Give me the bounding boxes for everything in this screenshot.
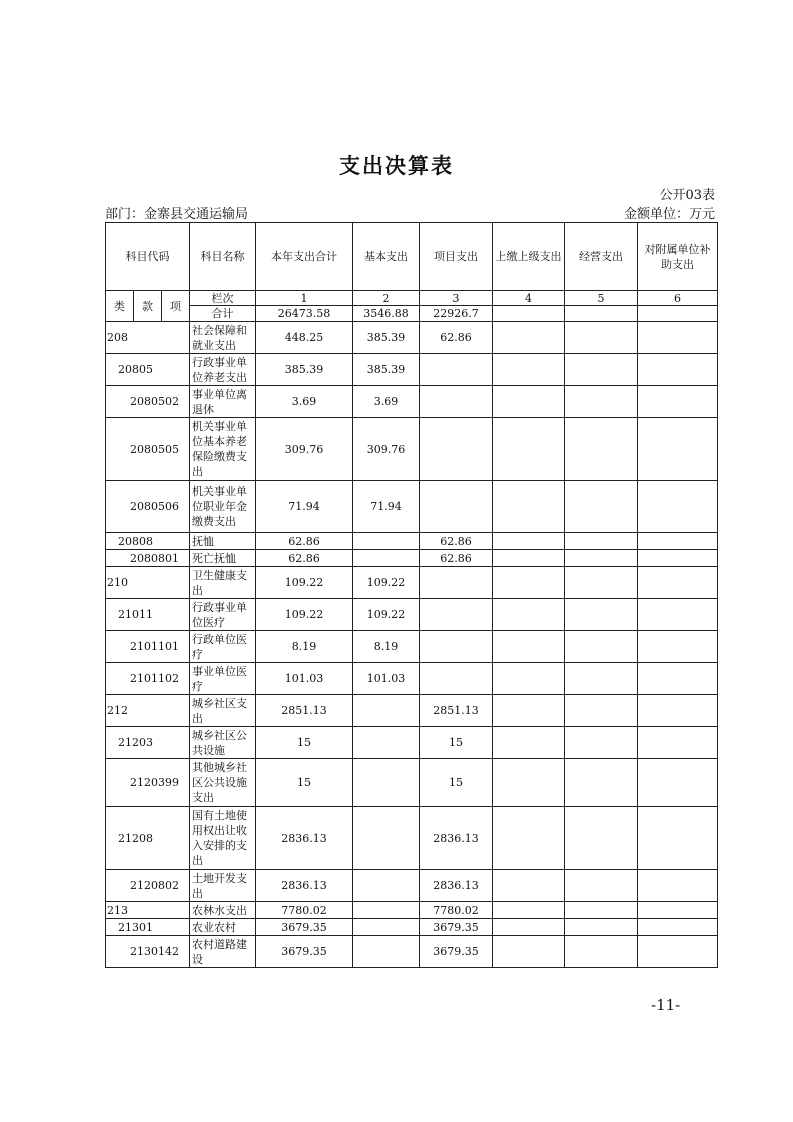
row-upper	[493, 663, 565, 695]
table-row	[106, 550, 718, 567]
row-basic	[353, 902, 420, 919]
row-project	[420, 481, 493, 533]
row-subsidy	[638, 807, 718, 870]
header-subsidy: 对附属单位补助支出	[638, 223, 718, 291]
table-row	[106, 919, 718, 936]
row-basic	[353, 727, 420, 759]
row-business	[565, 533, 638, 550]
row-code: 210	[106, 567, 190, 599]
row-upper	[493, 919, 565, 936]
total-project: 22926.7	[420, 306, 493, 322]
row-subsidy	[638, 354, 718, 386]
table-row	[106, 759, 718, 807]
row-subsidy	[638, 663, 718, 695]
row-basic	[353, 807, 420, 870]
table-row	[106, 807, 718, 870]
row-subsidy	[638, 759, 718, 807]
row-total: 385.39	[256, 354, 353, 386]
total-subsidy	[638, 306, 718, 322]
row-code: 213	[106, 902, 190, 919]
row-basic: 109.22	[353, 599, 420, 631]
column-number-5: 5	[565, 291, 638, 306]
row-upper	[493, 386, 565, 418]
row-subsidy	[638, 902, 718, 919]
row-project	[420, 418, 493, 481]
row-project: 3679.35	[420, 936, 493, 968]
row-business	[565, 481, 638, 533]
row-project: 2851.13	[420, 695, 493, 727]
row-upper	[493, 481, 565, 533]
subheader-lei: 类	[106, 291, 134, 322]
row-subsidy	[638, 599, 718, 631]
row-upper	[493, 631, 565, 663]
row-basic	[353, 695, 420, 727]
subheader-row	[106, 291, 718, 306]
table-row	[106, 481, 718, 533]
row-upper	[493, 550, 565, 567]
row-code: 2130142	[106, 936, 190, 968]
row-business	[565, 759, 638, 807]
row-subsidy	[638, 727, 718, 759]
row-subsidy	[638, 550, 718, 567]
row-subsidy	[638, 936, 718, 968]
row-project: 62.86	[420, 533, 493, 550]
row-basic	[353, 759, 420, 807]
table-row	[106, 386, 718, 418]
row-basic	[353, 533, 420, 550]
row-project	[420, 631, 493, 663]
row-code: 2080506	[106, 481, 190, 533]
row-project	[420, 354, 493, 386]
row-code: 2080502	[106, 386, 190, 418]
row-business	[565, 599, 638, 631]
header-total: 本年支出合计	[256, 223, 353, 291]
row-business	[565, 418, 638, 481]
total-upper	[493, 306, 565, 322]
row-business	[565, 322, 638, 354]
column-number-3: 3	[420, 291, 493, 306]
row-upper	[493, 936, 565, 968]
row-code: 208	[106, 322, 190, 354]
row-project: 2836.13	[420, 807, 493, 870]
row-project: 15	[420, 759, 493, 807]
column-number-1: 1	[256, 291, 353, 306]
table-row	[106, 631, 718, 663]
table-row	[106, 902, 718, 919]
row-upper	[493, 533, 565, 550]
row-code: 2080505	[106, 418, 190, 481]
header-upper: 上缴上级支出	[493, 223, 565, 291]
row-total: 15	[256, 759, 353, 807]
header-row	[106, 223, 718, 291]
row-name: 农村道路建设	[190, 936, 256, 968]
row-name: 事业单位离退休	[190, 386, 256, 418]
row-total: 7780.02	[256, 902, 353, 919]
row-name: 土地开发支出	[190, 870, 256, 902]
row-basic	[353, 550, 420, 567]
table-row	[106, 322, 718, 354]
row-project: 62.86	[420, 550, 493, 567]
row-project: 62.86	[420, 322, 493, 354]
row-business	[565, 631, 638, 663]
row-upper	[493, 807, 565, 870]
subheader-kuan: 款	[134, 291, 162, 322]
table-row	[106, 354, 718, 386]
row-subsidy	[638, 919, 718, 936]
row-subsidy	[638, 870, 718, 902]
row-basic: 309.76	[353, 418, 420, 481]
header-project: 项目支出	[420, 223, 493, 291]
row-total: 101.03	[256, 663, 353, 695]
table-row	[106, 418, 718, 481]
row-business	[565, 870, 638, 902]
row-business	[565, 550, 638, 567]
row-total: 3.69	[256, 386, 353, 418]
table-row	[106, 870, 718, 902]
row-project: 3679.35	[420, 919, 493, 936]
row-name: 行政单位医疗	[190, 631, 256, 663]
row-code: 2080801	[106, 550, 190, 567]
row-business	[565, 902, 638, 919]
row-name: 农林水支出	[190, 902, 256, 919]
subheader-xiang: 项	[162, 291, 190, 322]
row-code: 212	[106, 695, 190, 727]
row-basic: 101.03	[353, 663, 420, 695]
row-code: 2101102	[106, 663, 190, 695]
row-project: 15	[420, 727, 493, 759]
row-code: 21208	[106, 807, 190, 870]
row-code: 2120399	[106, 759, 190, 807]
row-basic: 109.22	[353, 567, 420, 599]
row-total: 2851.13	[256, 695, 353, 727]
subheader-lanci: 栏次	[190, 291, 256, 306]
header-basic: 基本支出	[353, 223, 420, 291]
column-number-2: 2	[353, 291, 420, 306]
row-upper	[493, 322, 565, 354]
row-business	[565, 919, 638, 936]
header-name: 科目名称	[190, 223, 256, 291]
table-row	[106, 936, 718, 968]
row-name: 城乡社区公共设施	[190, 727, 256, 759]
row-subsidy	[638, 533, 718, 550]
row-basic	[353, 919, 420, 936]
row-basic: 71.94	[353, 481, 420, 533]
row-name: 抚恤	[190, 533, 256, 550]
total-amount: 26473.58	[256, 306, 353, 322]
row-subsidy	[638, 695, 718, 727]
row-upper	[493, 695, 565, 727]
row-total: 71.94	[256, 481, 353, 533]
row-project: 2836.13	[420, 870, 493, 902]
header-business: 经营支出	[565, 223, 638, 291]
row-upper	[493, 418, 565, 481]
row-project: 7780.02	[420, 902, 493, 919]
row-total: 15	[256, 727, 353, 759]
row-total: 309.76	[256, 418, 353, 481]
row-upper	[493, 354, 565, 386]
row-total: 109.22	[256, 567, 353, 599]
row-name: 国有土地使用权出让收入安排的支出	[190, 807, 256, 870]
row-business	[565, 936, 638, 968]
expenditure-table	[105, 222, 718, 968]
row-business	[565, 807, 638, 870]
row-subsidy	[638, 567, 718, 599]
row-code: 21301	[106, 919, 190, 936]
total-basic: 3546.88	[353, 306, 420, 322]
row-name: 事业单位医疗	[190, 663, 256, 695]
row-code: 20805	[106, 354, 190, 386]
row-project	[420, 567, 493, 599]
table-number: 公开03表	[659, 188, 715, 203]
row-business	[565, 567, 638, 599]
column-number-4: 4	[493, 291, 565, 306]
row-code: 2101101	[106, 631, 190, 663]
row-project	[420, 386, 493, 418]
row-name: 城乡社区支出	[190, 695, 256, 727]
row-name: 行政事业单位医疗	[190, 599, 256, 631]
row-name: 农业农村	[190, 919, 256, 936]
row-total: 2836.13	[256, 807, 353, 870]
row-code: 2120802	[106, 870, 190, 902]
row-business	[565, 663, 638, 695]
row-upper	[493, 870, 565, 902]
row-name: 机关事业单位职业年金缴费支出	[190, 481, 256, 533]
row-total: 448.25	[256, 322, 353, 354]
row-business	[565, 354, 638, 386]
row-total: 62.86	[256, 533, 353, 550]
table-row	[106, 727, 718, 759]
total-label: 合计	[190, 306, 256, 322]
row-name: 其他城乡社区公共设施支出	[190, 759, 256, 807]
row-code: 21203	[106, 727, 190, 759]
row-total: 3679.35	[256, 936, 353, 968]
page-title: 支出决算表	[339, 153, 454, 178]
row-basic: 385.39	[353, 322, 420, 354]
row-basic: 385.39	[353, 354, 420, 386]
row-basic: 3.69	[353, 386, 420, 418]
row-subsidy	[638, 631, 718, 663]
row-upper	[493, 727, 565, 759]
row-upper	[493, 759, 565, 807]
row-total: 109.22	[256, 599, 353, 631]
row-total: 2836.13	[256, 870, 353, 902]
row-upper	[493, 599, 565, 631]
total-business	[565, 306, 638, 322]
row-total: 3679.35	[256, 919, 353, 936]
table-row	[106, 695, 718, 727]
row-upper	[493, 902, 565, 919]
row-code: 21011	[106, 599, 190, 631]
total-row	[106, 306, 718, 322]
row-name: 死亡抚恤	[190, 550, 256, 567]
row-business	[565, 695, 638, 727]
row-name: 行政事业单位养老支出	[190, 354, 256, 386]
unit-label: 金额单位：万元	[623, 207, 715, 222]
row-code: 20808	[106, 533, 190, 550]
row-basic	[353, 936, 420, 968]
table-row	[106, 533, 718, 550]
row-business	[565, 386, 638, 418]
table-row	[106, 567, 718, 599]
page-number: -11-	[651, 996, 681, 1014]
row-subsidy	[638, 386, 718, 418]
header-code: 科目代码	[106, 223, 190, 291]
table-row	[106, 663, 718, 695]
row-subsidy	[638, 481, 718, 533]
row-subsidy	[638, 418, 718, 481]
row-business	[565, 727, 638, 759]
row-basic: 8.19	[353, 631, 420, 663]
department-label: 部门：金寨县交通运输局	[105, 207, 249, 222]
row-name: 机关事业单位基本养老保险缴费支出	[190, 418, 256, 481]
row-name: 卫生健康支出	[190, 567, 256, 599]
table-row	[106, 599, 718, 631]
row-basic	[353, 870, 420, 902]
row-name: 社会保障和就业支出	[190, 322, 256, 354]
row-upper	[493, 567, 565, 599]
row-total: 8.19	[256, 631, 353, 663]
row-subsidy	[638, 322, 718, 354]
row-total: 62.86	[256, 550, 353, 567]
column-number-6: 6	[638, 291, 718, 306]
row-project	[420, 663, 493, 695]
row-project	[420, 599, 493, 631]
